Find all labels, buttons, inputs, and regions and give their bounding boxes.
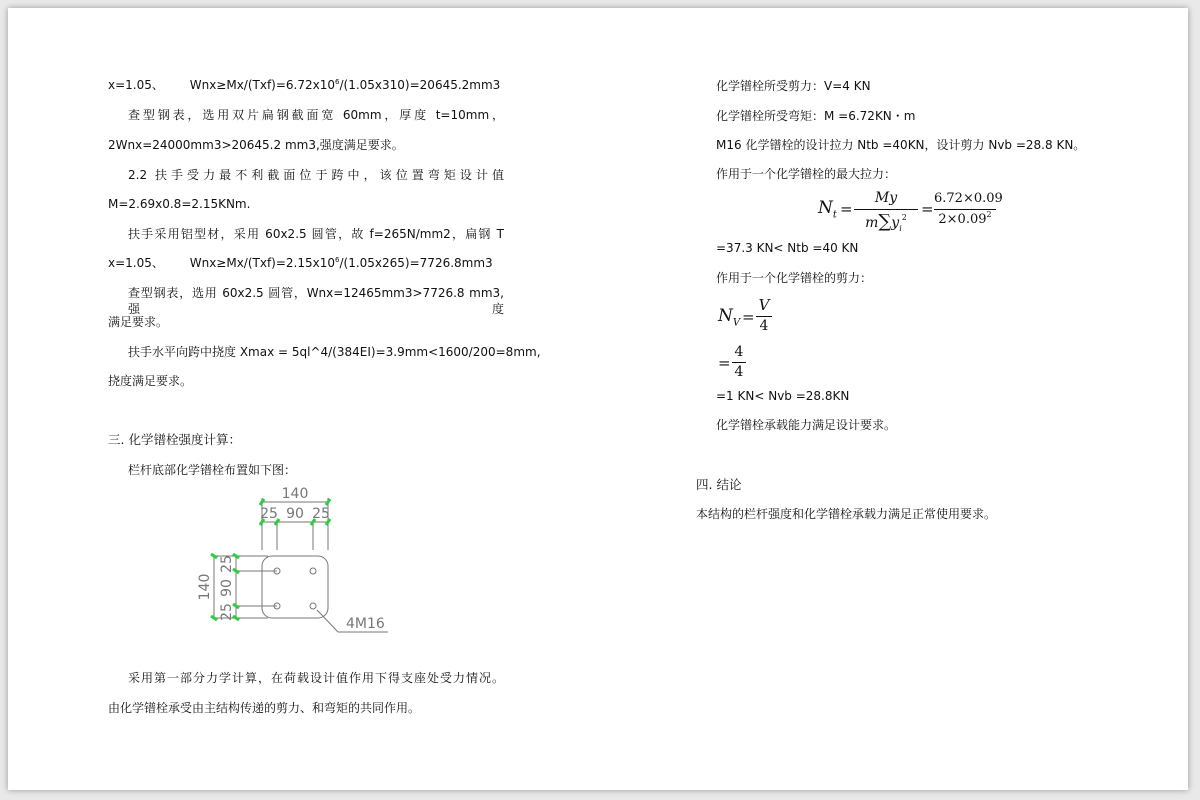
- text-line: 满足要求。: [108, 315, 169, 329]
- base-plate: [262, 556, 328, 618]
- text-line: 采用第一部分力学计算，在荷载设计值作用下得支座处受力情况。: [128, 671, 504, 685]
- document-page: [8, 8, 1188, 790]
- text-line: 本结构的栏杆强度和化学镨栓承载力满足正常使用要求。: [696, 507, 997, 521]
- equation-shear: $N_V$ = V 4: [714, 292, 794, 338]
- dimension-label: 25: [260, 506, 278, 522]
- dimension-label: 25: [219, 555, 235, 573]
- text-line: M16 化学镨栓的设计拉力 Ntb =40KN，设计剪力 Nvb =28.8 KN。: [716, 138, 1086, 152]
- text-line: x=1.05、 $Wnx\ge Mx/(Txf)=6.72x10^6/(1.05x310)=20645.2mm3$: [108, 78, 501, 92]
- section-heading: 四. 结论: [696, 477, 742, 492]
- text-line: x=1.05、 $Wnx\ge Mx/(Txf)=2.15x10^6/(1.05x265)=7726.8mm3$: [108, 256, 493, 270]
- text-line: 化学镨栓所受剪力：V=4 KN: [716, 79, 871, 93]
- anchor-hole: [310, 603, 316, 609]
- text-line: 作用于一个化学镨栓的剪力：: [716, 271, 873, 285]
- anchor-hole: [310, 568, 316, 574]
- text-line: =37.3 KN< Ntb =40 KN: [716, 241, 859, 255]
- text-line: 由化学镨栓承受由主结构传递的剪力、和弯矩的共同作用。: [108, 701, 421, 715]
- text-line: 查型钢表，选用 60x2.5 圆管，Wnx=12465mm3>7726.8 mm3,强度: [128, 286, 504, 316]
- text-line: 2Wnx=24000mm3>20645.2 mm3,强度满足要求。: [108, 138, 404, 152]
- text-line: 查型钢表，选用双片扁钢截面宽 60mm，厚度 t=10mm，: [128, 108, 504, 122]
- text-line: M=2.69x0.8=2.15KNm.: [108, 197, 251, 211]
- text-line: 栏杆底部化学镨栓布置如下图：: [128, 463, 297, 477]
- text-line: 化学镨栓承载能力满足设计要求。: [716, 418, 897, 432]
- text-line: 扶手采用铝型材，采用 60x2.5 圆管，故 f=265N/mm2，扁钢 Τ: [128, 227, 504, 241]
- dimension-label: 140: [281, 486, 309, 502]
- text-line: 作用于一个化学镨栓的最大拉力：: [716, 167, 897, 181]
- dimension-label: 25: [312, 506, 330, 522]
- section-heading: 三. 化学镨栓强度计算：: [108, 432, 241, 447]
- text-line: 化学镨栓所受弯矩：M =6.72KN・m: [716, 109, 916, 123]
- anchor-label: 4M16: [346, 616, 385, 632]
- dimension-label: 90: [219, 579, 235, 597]
- text-line: 挠度满足要求。: [108, 374, 193, 388]
- dimension-label: 140: [197, 573, 213, 601]
- dimension-label: 25: [219, 603, 235, 621]
- equation-shear-value: = 4 4: [714, 342, 764, 382]
- text-line: =1 KN< Nvb =28.8KN: [716, 389, 850, 403]
- dimension-label: 90: [286, 506, 304, 522]
- equation-max-tension: $N_t$ = My $m\sum y_i^2$ = 6.72×0.09 $2\times 0.09^2$: [818, 190, 1003, 233]
- text-line: 2.2 扶手受力最不利截面位于跨中，该位置弯矩设计值: [128, 168, 504, 182]
- text-line: 扶手水平向跨中挠度 Xmax = 5ql^4/(384EI)=3.9mm<1600/200=8mm,: [128, 345, 541, 359]
- anchor-layout-diagram: [178, 480, 418, 640]
